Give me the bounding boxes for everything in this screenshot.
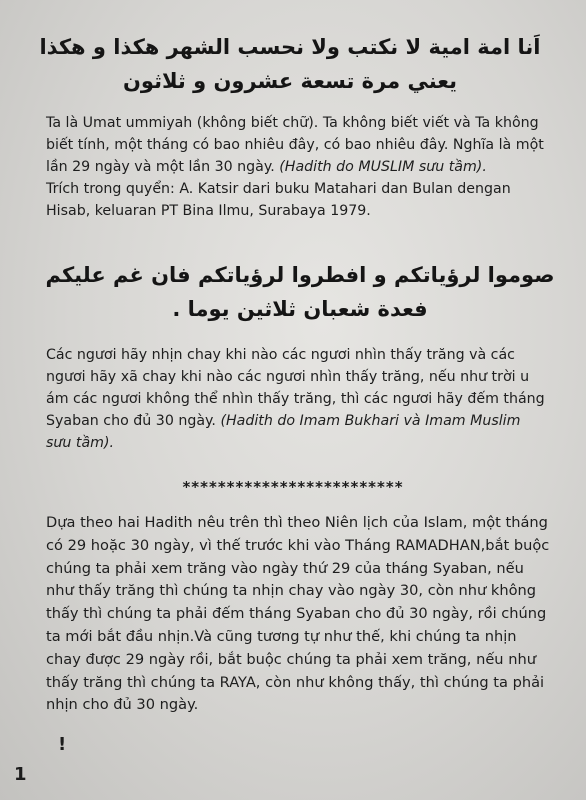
- page-number: 1: [14, 764, 27, 785]
- paragraph-2-source: (Hadith do Imam Bukhari và Imam Muslim sưu tầm).: [46, 413, 521, 451]
- paragraph-2-text: Các ngươi hãy nhịn chay khi nào các ngươi nhìn thấy trăng và các ngươi hãy xã chay khi nào các ngươi nhìn thấy trăng, nếu như trời u ám các ngươi không thể nhìn thấy trăng, thì các ngươi hãy đếm tháng Syaban cho đủ 30 ngày.: [46, 347, 545, 429]
- paragraph-1-text: Ta là Umat ummiyah (không biết chữ). Ta không biết viết và Ta không biết tính, một tháng có bao nhiêu đây, có bao nhiêu đây. Nghĩa là một lần 29 ngày và một lần 30 ngày.: [46, 115, 544, 175]
- margin-mark-exclamation: !: [58, 734, 67, 755]
- arabic-hadith-1: اَنا امة امية لا نكتب ولا نحسب الشهر هكذا و هكذا يعني مرة تسعة عشرون و ثلاثون: [39, 35, 541, 93]
- section-separator: *************************: [182, 478, 404, 496]
- paragraph-2: [46, 344, 546, 454]
- paragraph-3: Dựa theo hai Hadith nêu trên thì theo Niên lịch của Islam, một tháng có 29 hoặc 30 ngày, vì thế trước khi vào Tháng RAMADHAN,bắt buộc chúng ta phải xem trăng vào ngày thứ 29 của tháng Syaban, nếu như thấy trăng thì chúng ta nhịn chay vào ngày 30, còn như không thấy thì chúng ta phải đếm tháng Syaban cho đủ 30 ngày, rồi chúng ta mới bắt đầu nhịn.Và cũng tương tự như thế, khi chúng ta nhịn chay được 29 ngày rồi, bắt buộc chúng ta phải xem trăng, nếu như thấy trăng thì chúng ta RAYA, còn như không thấy, thì chúng ta phải nhịn cho đủ 30 ngày.: [46, 514, 550, 714]
- arabic-hadith-2: صوموا لرؤياتكم و افطروا لرؤياتكم فان غم عليكم فعدة شعبان ثلاثين يوما .: [45, 263, 555, 321]
- paragraph-1-citation: Trích trong quyển: A. Katsir dari buku Matahari dan Bulan dengan Hisab, keluaran PT Bina Ilmu, Surabaya 1979.: [46, 181, 511, 219]
- paragraph-1: [46, 112, 546, 222]
- paragraph-1-source: (Hadith do MUSLIM sưu tầm).: [279, 159, 487, 175]
